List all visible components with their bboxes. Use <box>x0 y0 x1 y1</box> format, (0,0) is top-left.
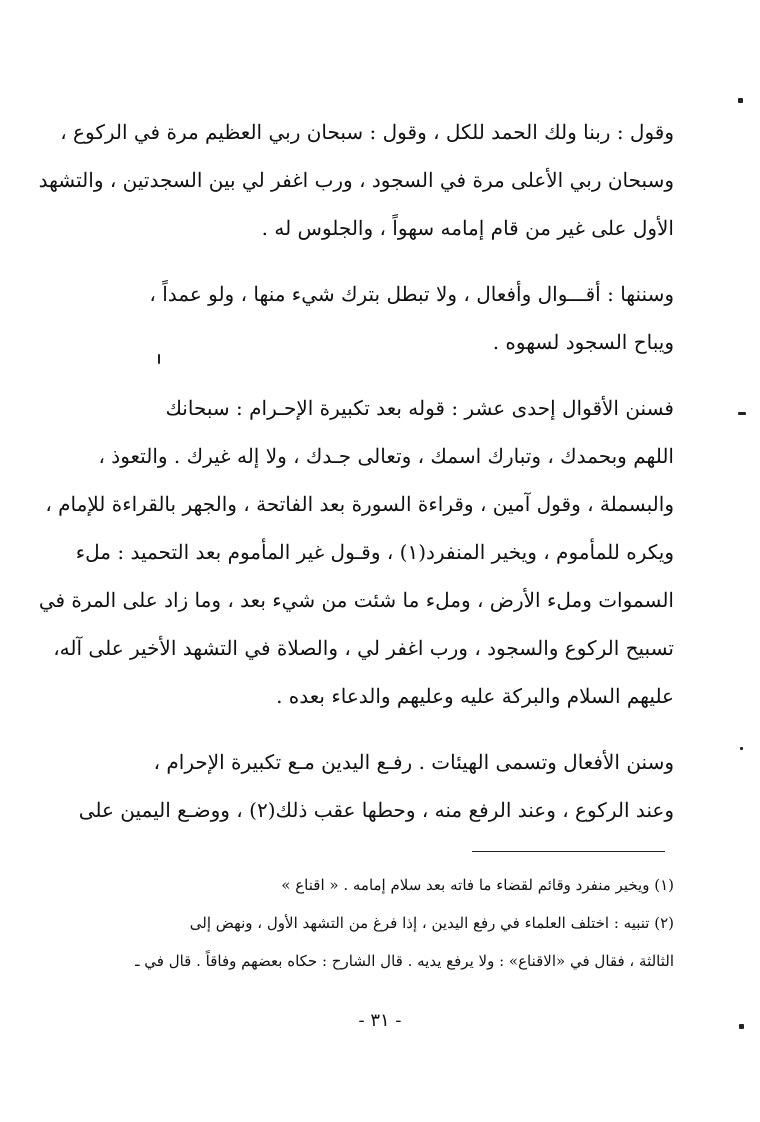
main-text <box>38 108 674 834</box>
page-number: - ٣١ - <box>358 1010 402 1031</box>
footnote-line: (١) ويخير منفرد وقائم لقضاء ما فاته بعد سلام إمامه . « اقناع » <box>281 876 674 894</box>
paragraph <box>62 738 674 834</box>
footnotes <box>62 866 674 980</box>
text-line: اللهم وبحمدك ، وتبارك اسمك ، وتعالى جـدك ، ولا إله غيرك . والتعوذ ، <box>98 444 674 468</box>
text-line: وسننها : أقـــوال وأفعال ، ولا تبطل بترك شيء منها ، ولو عمداً ، <box>149 282 674 306</box>
margin-mark <box>739 1024 744 1029</box>
text-line: وسنن الأفعال وتسمى الهيئات . رفـع اليدين مـع تكبيرة الإحرام ، <box>153 750 674 774</box>
text-line: عليهم السلام والبركة عليه وعليهم والدعاء بعده . <box>276 684 674 708</box>
text-line: وعند الركوع ، وعند الرفع منه ، وحطها عقب ذلك(٢) ، ووضـع اليمين على <box>78 798 674 822</box>
footnote-divider <box>472 851 665 852</box>
paragraph <box>38 384 674 720</box>
text-line: الأول على غير من قام إمامه سهواً ، والجلوس له . <box>261 216 674 240</box>
paragraph <box>38 108 674 252</box>
text-line: ويكره للمأموم ، ويخير المنفرد(١) ، وقـول غير المأموم بعد التحميد : ملء <box>75 540 674 564</box>
margin-mark <box>738 98 743 103</box>
footnote-line: الثالثة ، فقال في «الاقناع» : ولا يرفع يديه . قال الشارح : حكاه بعضهم وفاقاً . قال في ـ <box>135 952 674 970</box>
paragraph <box>62 270 674 366</box>
text-line: فسنن الأقوال إحدى عشر : قوله بعد تكبيرة الإحـرام : سبحانك <box>165 396 674 420</box>
text-line: ويباح السجود لسهوه . <box>492 330 674 354</box>
text-line: وسبحان ربي الأعلى مرة في السجود ، ورب اغفر لي بين السجدتين ، والتشهد <box>38 168 674 192</box>
margin-mark <box>158 354 160 364</box>
text-line: تسبيح الركوع والسجود ، ورب اغفر لي ، والصلاة في التشهد الأخير على آله، <box>53 636 674 660</box>
margin-mark <box>740 747 743 750</box>
footnote-line: (٢) تنبيه : اختلف العلماء في رفع اليدين ، إذا فرغ من التشهد الأول ، ونهض إلى <box>189 914 674 932</box>
text-line: وقول : ربنا ولك الحمد للكل ، وقول : سبحان ربي العظيم مرة في الركوع ، <box>60 120 674 144</box>
text-line: السموات وملء الأرض ، وملء ما شئت من شيء بعد ، وما زاد على المرة في <box>38 588 674 612</box>
margin-mark <box>738 412 746 415</box>
text-line: والبسملة ، وقول آمين ، وقراءة السورة بعد الفاتحة ، والجهر بالقراءة للإمام ، <box>45 492 674 516</box>
